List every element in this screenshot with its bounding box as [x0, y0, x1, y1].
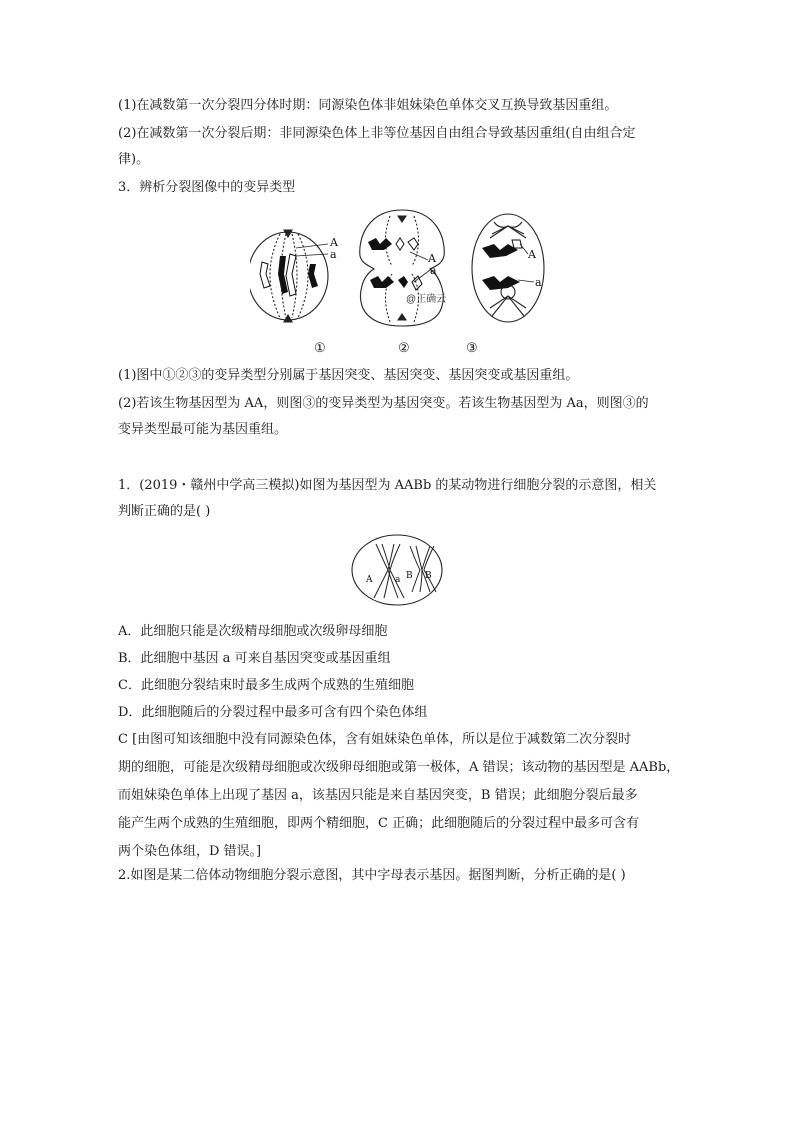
cell-2-label-a: a: [430, 264, 437, 277]
paragraph-free-combination: (2)在减数第一次分裂后期：非同源染色体上非等位基因自由组合导致基因重组(自由组合定: [118, 126, 636, 141]
caption-2: ②: [398, 341, 410, 356]
cell-3-label-A: A: [528, 248, 536, 261]
analysis-line-1: (1)图中①②③的变异类型分别属于基因突变、基因突变、基因突变或基因重组。: [118, 368, 579, 383]
option-b: B．此细胞中基因 a 可来自基因突变或基因重组: [118, 651, 391, 666]
watermark: @正确云: [406, 294, 447, 305]
q1-label-A: A: [366, 575, 373, 585]
cell-1-diagram: [250, 230, 328, 322]
question-1-stem-cont: 判断正确的是( ): [118, 504, 211, 519]
cell-3-diagram: [472, 214, 544, 322]
answer-line-2: 期的细胞，可能是次级精母细胞或次级卵母细胞或第一极体，A 错误；该动物的基因型是 AABb，: [118, 760, 680, 775]
option-a: A．此细胞只能是次级精母细胞或次级卵母细胞: [118, 624, 388, 639]
cell-2-label-A: A: [428, 252, 436, 265]
answer-line-4: 能产生两个成熟的生殖细胞，即两个精细胞，C 正确；此细胞随后的分裂过程中最多可含有: [118, 816, 640, 831]
cell-1-label-A: A: [330, 236, 338, 249]
question-1-stem: 1．(2019・赣州中学高三模拟)如图为基因型为 AABb 的某动物进行细胞分裂的示意图，相关: [118, 478, 657, 493]
analysis-line-2: (2)若该生物基因型为 AA，则图③的变异类型为基因突变。若该生物基因型为 Aa，则图③的: [118, 396, 649, 411]
analysis-line-3: 变异类型最可能为基因重组。: [118, 422, 288, 437]
paragraph-crossover: (1)在减数第一次分裂四分体时期：同源染色体非姐妹染色单体交叉互换导致基因重组。: [118, 98, 618, 113]
paragraph-free-combination-cont: 律)。: [118, 152, 150, 167]
option-c: C．此细胞分裂结束时最多生成两个成熟的生殖细胞: [118, 678, 414, 693]
q1-label-B2: B: [425, 571, 432, 581]
caption-1: ①: [314, 341, 326, 356]
cell-division-figure: [250, 204, 550, 360]
answer-line-3: 而姐妹染色单体上出现了基因 a，该基因只能是来自基因突变，B 错误；此细胞分裂后最多: [118, 788, 638, 803]
option-d: D．此细胞随后的分裂过程中最多可含有四个染色体组: [118, 705, 428, 720]
caption-3: ③: [466, 341, 478, 356]
q1-label-B1: B: [406, 571, 413, 581]
answer-line-5: 两个染色体组，D 错误。]: [118, 844, 262, 859]
question-2-stem: 2.如图是某二倍体动物细胞分裂示意图，其中字母表示基因。据图判断，分析正确的是( ): [118, 868, 626, 883]
q1-label-a: a: [395, 575, 401, 585]
answer-line-1: C [由图可知该细胞中没有同源染色体，含有姐妹染色单体，所以是位于减数第二次分裂时: [118, 732, 632, 747]
cell-3-label-a: a: [535, 276, 542, 289]
section-heading-3: 3．辨析分裂图像中的变异类型: [118, 180, 296, 195]
question-1-cell-figure: [350, 532, 446, 608]
cell-1-label-a: a: [330, 248, 337, 261]
